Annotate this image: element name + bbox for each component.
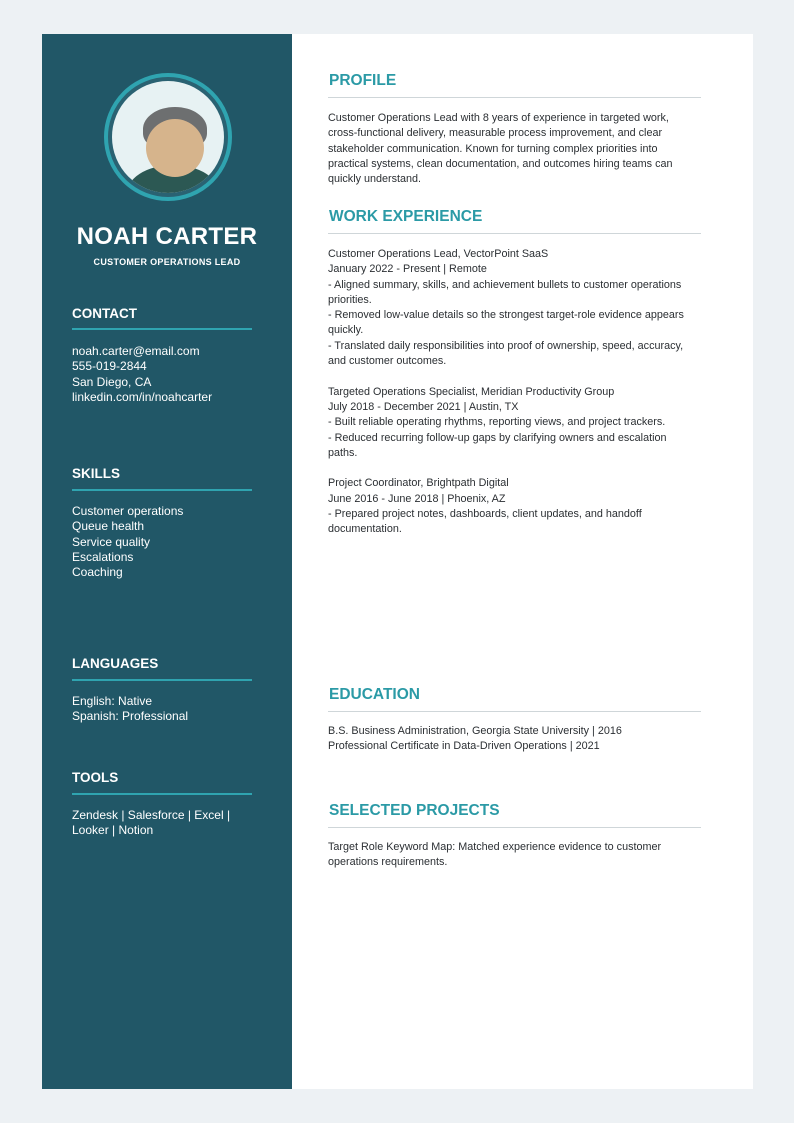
skill-item: Coaching (72, 565, 123, 580)
languages-heading: LANGUAGES (72, 656, 159, 671)
projects-divider (328, 827, 701, 828)
job-bullet: - Built reliable operating rhythms, reporting views, and project trackers. (328, 416, 666, 429)
contact-divider (72, 328, 252, 330)
skill-item: Queue health (72, 519, 145, 534)
job-entry (328, 247, 698, 369)
tools-divider (72, 793, 252, 795)
job-bullet: - Translated daily responsibilities into proof of ownership, speed, accuracy, and customer outcomes. (328, 339, 684, 368)
job-title: Customer Operations Lead, VectorPoint SaaS (328, 248, 549, 260)
languages-list (72, 694, 257, 725)
skills-list (72, 504, 257, 580)
avatar (104, 73, 232, 201)
experience-divider (328, 233, 701, 234)
education-list (328, 724, 698, 755)
languages-divider (72, 679, 252, 681)
skill-item: Customer operations (72, 504, 184, 518)
profile-divider (328, 97, 701, 98)
resume-page (42, 34, 753, 1089)
education-item: B.S. Business Administration, Georgia State University | 2016 (328, 725, 622, 737)
contact-heading: CONTACT (72, 306, 137, 321)
candidate-role: CUSTOMER OPERATIONS LEAD (93, 257, 241, 267)
skills-heading: SKILLS (72, 466, 121, 481)
profile-heading: PROFILE (329, 72, 397, 89)
sidebar (42, 34, 292, 1089)
job-entry (328, 385, 698, 461)
tools-line: Looker | Notion (72, 823, 154, 838)
tools-list (72, 808, 257, 839)
language-item: English: Native (72, 694, 153, 708)
experience-heading: WORK EXPERIENCE (329, 208, 483, 225)
contact-email[interactable]: noah.carter@email.com (72, 344, 200, 358)
tools-heading: TOOLS (72, 770, 119, 785)
contact-phone: 555-019-2844 (72, 359, 147, 374)
education-item: Professional Certificate in Data-Driven Operations | 2021 (328, 740, 600, 753)
education-divider (328, 711, 701, 712)
avatar-person-icon (112, 81, 224, 193)
job-entry (328, 476, 698, 537)
job-title: Targeted Operations Specialist, Meridian Productivity Group (328, 385, 615, 398)
job-dates: June 2016 - June 2018 | Phoenix, AZ (328, 492, 506, 505)
education-heading: EDUCATION (329, 686, 420, 703)
contact-location: San Diego, CA (72, 374, 152, 389)
tools-line: Zendesk | Salesforce | Excel | (72, 808, 231, 822)
candidate-name: NOAH CARTER (76, 223, 258, 250)
contact-linkedin[interactable]: linkedin.com/in/noahcarter (72, 389, 213, 404)
profile-summary: Customer Operations Lead with 8 years of experience in targeted work, cross-functional delivery, measurable process improvement, and clear stakeholder communication. Known for turning complex priorities into practical systems, clean documentation, and outcomes hiring teams can quickly understand. (328, 112, 673, 186)
job-dates: July 2018 - December 2021 | Austin, TX (328, 400, 519, 413)
skill-item: Service quality (72, 534, 151, 549)
experience-list (328, 247, 698, 553)
project-summary: Target Role Keyword Map: Matched experience evidence to customer operations requirements. (328, 841, 662, 869)
language-item: Spanish: Professional (72, 709, 189, 724)
job-bullet: - Aligned summary, skills, and achievement bullets to customer operations priorities. (328, 278, 682, 306)
job-dates: January 2022 - Present | Remote (328, 263, 487, 276)
job-title: Project Coordinator, Brightpath Digital (328, 477, 509, 490)
job-bullet: - Prepared project notes, dashboards, client updates, and handoff documentation. (328, 508, 642, 536)
contact-list (72, 344, 257, 405)
projects-heading: SELECTED PROJECTS (329, 802, 500, 819)
skill-item: Escalations (72, 549, 134, 564)
job-bullet: - Reduced recurring follow-up gaps by clarifying owners and escalation paths. (328, 431, 667, 459)
skills-divider (72, 489, 252, 491)
job-bullet: - Removed low-value details so the strongest target-role evidence appears quickly. (328, 309, 684, 337)
